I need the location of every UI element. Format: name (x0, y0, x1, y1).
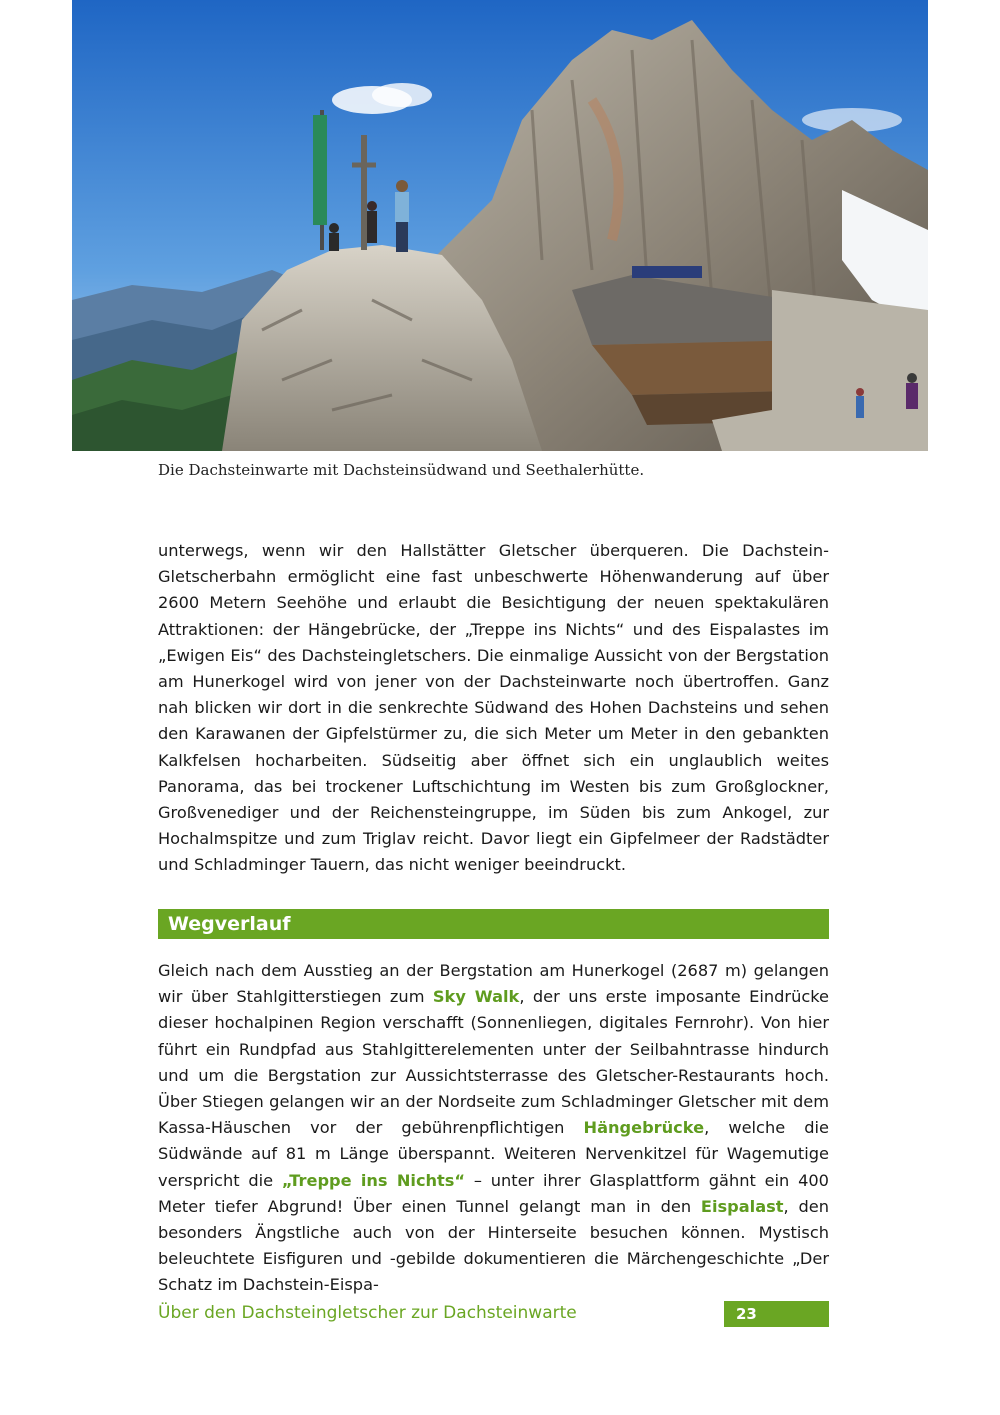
route-text: , der uns erste imposante Eindrücke dieser hochalpinen Region verschafft (Sonnenliegen, digitales Fernrohr). Von hier führt ein Rundpfad aus Stahlgitterelementen unter der Seilbahntrasse hindurch und um die Bergstation zur Aussichtsterrasse des Gletscher-Restaurants hoch. Über Stiegen gelangen wir an der Nordseite zum Schladminger Gletscher mit dem Kassa-Häuschen vor der gebührenpflichtigen (158, 987, 829, 1138)
intro-paragraph (158, 538, 829, 879)
intro-text: unterwegs, wenn wir den Hallstätter Gletscher überqueren. Die Dachstein-Gletscherbahn ermöglicht eine fast unbeschwerte Höhenwanderung auf über 2600 Metern Seehöhe und erlaubt die Besichtigung der neuen spektakulären Attraktionen: der Hängebrücke, der „Treppe ins Nichts“ und des Eispalastes im „Ewigen Eis“ des Dachsteingletschers. Die einmalige Aussicht von der Bergstation am Hunerkogel wird von jener von der Dachsteinwarte noch übertroffen. Ganz nah blicken wir dort in die senkrechte Südwand des Hohen Dachsteins und sehen den Karawanen der Gipfelstürmer zu, die sich Meter um Meter in den gebankten Kalkfelsen hocharbeiten. Südseitig aber öffnet sich ein unglaublich weites Panorama, das bei trockener Luftschichtung im Westen bis zum Großglockner, Großvenediger und der Reichensteingruppe, im Süden bis zum Ankogel, zur Hochalmspitze und zum Triglav reicht. Davor liegt ein Gipfelmeer der Radstädter und Schladminger Tauern, das nicht weniger beeindruckt. (158, 541, 829, 875)
photo-caption: Die Dachsteinwarte mit Dachsteinsüdwand und Seethalerhütte. (158, 461, 645, 479)
route-paragraph (158, 958, 829, 1299)
dachstein-landscape-illustration (72, 0, 928, 451)
highlight-sky-walk: Sky Walk (432, 987, 520, 1007)
section-heading: Wegverlauf (168, 913, 291, 935)
footer-running-title: Über den Dachsteingletscher zur Dachsteinwarte (158, 1303, 577, 1323)
highlight-treppe-ins-nichts: „Treppe ins Nichts“ (281, 1170, 466, 1190)
mountain-photo (72, 0, 928, 451)
route-text: Gleich nach dem Ausstieg an der Bergstation am Hunerkogel (2687 m) gelangen wir über Stahlgitterstiegen zum (158, 961, 829, 1007)
route-text: , welche die Südwände auf 81 m Länge überspannt. Weiteren Nervenkitzel für Wagemutige verspricht die (158, 1118, 830, 1190)
page-number-box (724, 1301, 829, 1327)
highlight-haengebruecke: Hängebrücke (583, 1118, 705, 1138)
route-text: – unter ihrer Glasplattform gähnt ein 400 Meter tiefer Abgrund! Über einen Tunnel gelangt man in den (158, 1170, 829, 1216)
route-text: , den besonders Ängstliche auch von der Hinterseite besuchen können. Mystisch beleuchtete Eisfiguren und -gebilde dokumentieren die Märchengeschichte „Der Schatz im Dachstein-Eispa- (158, 1196, 829, 1295)
highlight-eispalast: Eispalast (700, 1196, 784, 1216)
section-heading-bar (158, 909, 829, 939)
page-number: 23 (736, 1305, 757, 1323)
